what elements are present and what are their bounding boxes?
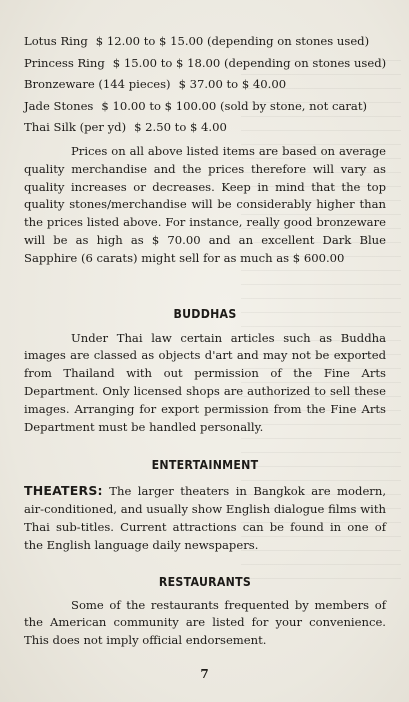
- restaurants-heading: RESTAURANTS: [158, 573, 252, 589]
- buddhas-heading: BUDDHAS: [173, 305, 237, 321]
- price-item-price: $ 2.50 to $ 4.00: [134, 120, 227, 135]
- price-item-price: $ 15.00 to $ 18.00 (depending on stones used): [112, 55, 387, 70]
- price-list: [24, 31, 386, 139]
- buddhas-paragraph: Under Thai law certain articles such as Buddha images are classed as objects d'art and may not be exported from Thailand with out permission of the Fine Arts Department. Only licensed shops are authorized to sell these images. Arranging for export permission from the Fine Arts Department must be handled personally.: [24, 330, 386, 434]
- price-item-price: $ 37.00 to $ 40.00: [178, 77, 287, 92]
- price-list-item: [24, 53, 386, 75]
- theaters-label: THEATERS:: [24, 483, 103, 499]
- entertainment-heading: ENTERTAINMENT: [151, 457, 259, 473]
- page-content: [24, 31, 386, 650]
- price-item-name: Thai Silk (per yd): [24, 120, 127, 135]
- price-item-name: Princess Ring: [24, 55, 105, 70]
- restaurants-paragraph: Some of the restaurants frequented by members of the American community are listed for your convenience. This does not imply official endorsement.: [24, 597, 386, 648]
- theaters-text: The larger theaters in Bangkok are modern, air-conditioned, and usually show English dialogue films with Thai sub-titles. Current attractions can be found in one of the English language daily newspapers.: [24, 484, 387, 552]
- price-item-name: Bronzeware (144 pieces): [24, 77, 171, 92]
- prices-note-paragraph: Prices on all above listed items are based on average quality merchandise and the prices therefore will vary as quality increases or decreases. Keep in mind that the top quality stones/merchandise will be considerably higher than the prices listed above. For instance, really good bronzeware will be as high as $ 70.00 and an excellent Dark Blue Sapphire (6 carats) might sell for as much as $ 600.00: [24, 143, 386, 265]
- price-item-name: Jade Stones: [24, 98, 94, 113]
- price-list-item: [24, 31, 386, 53]
- price-list-item: [24, 96, 386, 118]
- price-list-item: [24, 117, 386, 139]
- price-list-item: [24, 74, 386, 96]
- price-item-price: $ 12.00 to $ 15.00 (depending on stones used): [95, 34, 370, 48]
- price-item-name: Lotus Ring: [24, 34, 88, 48]
- theaters-paragraph: [24, 482, 386, 554]
- price-item-price: $ 10.00 to $ 100.00 (sold by stone, not carat): [101, 98, 368, 113]
- page-number: 7: [200, 667, 209, 681]
